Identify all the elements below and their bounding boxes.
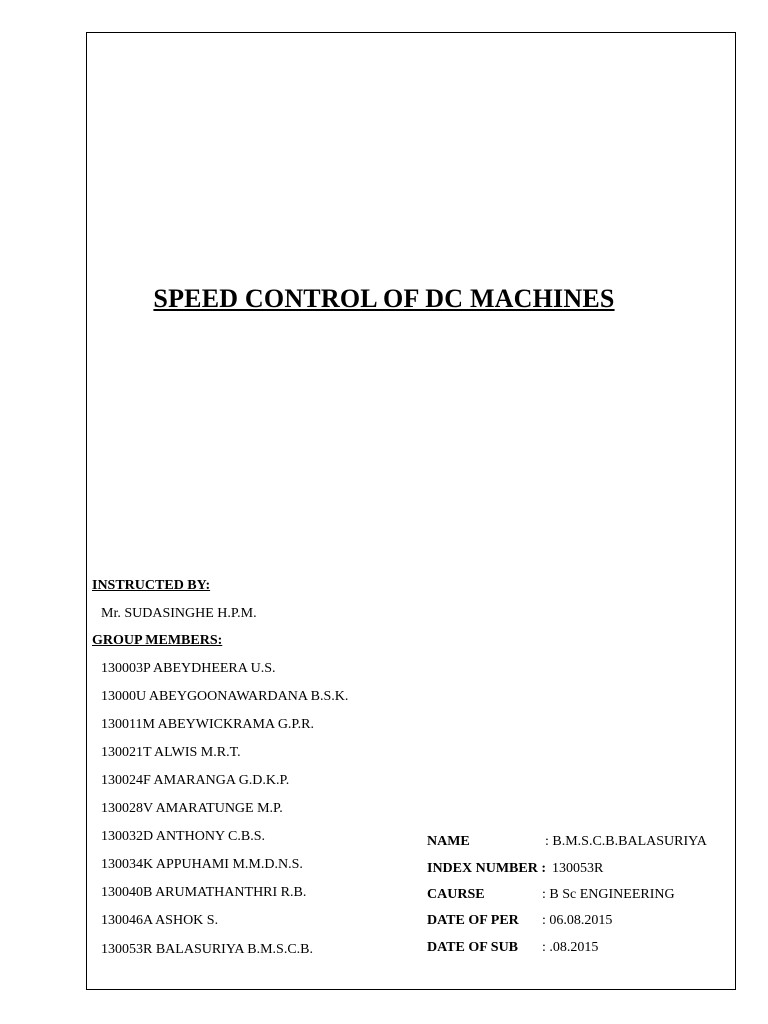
info-key: DATE OF SUB: [427, 940, 519, 955]
info-value: : B Sc ENGINEERING: [542, 887, 675, 902]
member-item: 130032D ANTHONY C.B.S.: [101, 829, 265, 844]
member-item: 130011M ABEYWICKRAMA G.P.R.: [101, 717, 315, 732]
member-item: 130024F AMARANGA G.D.K.P.: [101, 773, 290, 788]
instructor-name: Mr. SUDASINGHE H.P.M.: [101, 606, 257, 621]
info-value: 130053R: [552, 861, 604, 876]
info-key: DATE OF PER: [427, 913, 519, 928]
member-item: 13000U ABEYGOONAWARDANA B.S.K.: [101, 689, 349, 704]
member-item: 130028V AMARATUNGE M.P.: [101, 801, 283, 816]
member-item: 130034K APPUHAMI M.M.D.N.S.: [101, 857, 303, 872]
info-key: INDEX NUMBER :: [427, 861, 546, 876]
member-item: 130021T ALWIS M.R.T.: [101, 745, 241, 760]
member-item: 130040B ARUMATHANTHRI R.B.: [101, 885, 307, 900]
instructed-by-label: INSTRUCTED BY:: [92, 578, 211, 593]
info-value: : 06.08.2015: [542, 913, 613, 928]
document-title: SPEED CONTROL OF DC MACHINES: [153, 284, 615, 313]
info-key: CAURSE: [427, 887, 485, 902]
group-members-label: GROUP MEMBERS:: [92, 633, 223, 648]
member-item: 130003P ABEYDHEERA U.S.: [101, 661, 276, 676]
info-value: : B.M.S.C.B.BALASURIYA: [545, 834, 707, 849]
member-item: 130046A ASHOK S.: [101, 913, 219, 928]
info-key: NAME: [427, 834, 470, 849]
info-value: : .08.2015: [542, 940, 599, 955]
member-item: 130053R BALASURIYA B.M.S.C.B.: [101, 942, 313, 957]
